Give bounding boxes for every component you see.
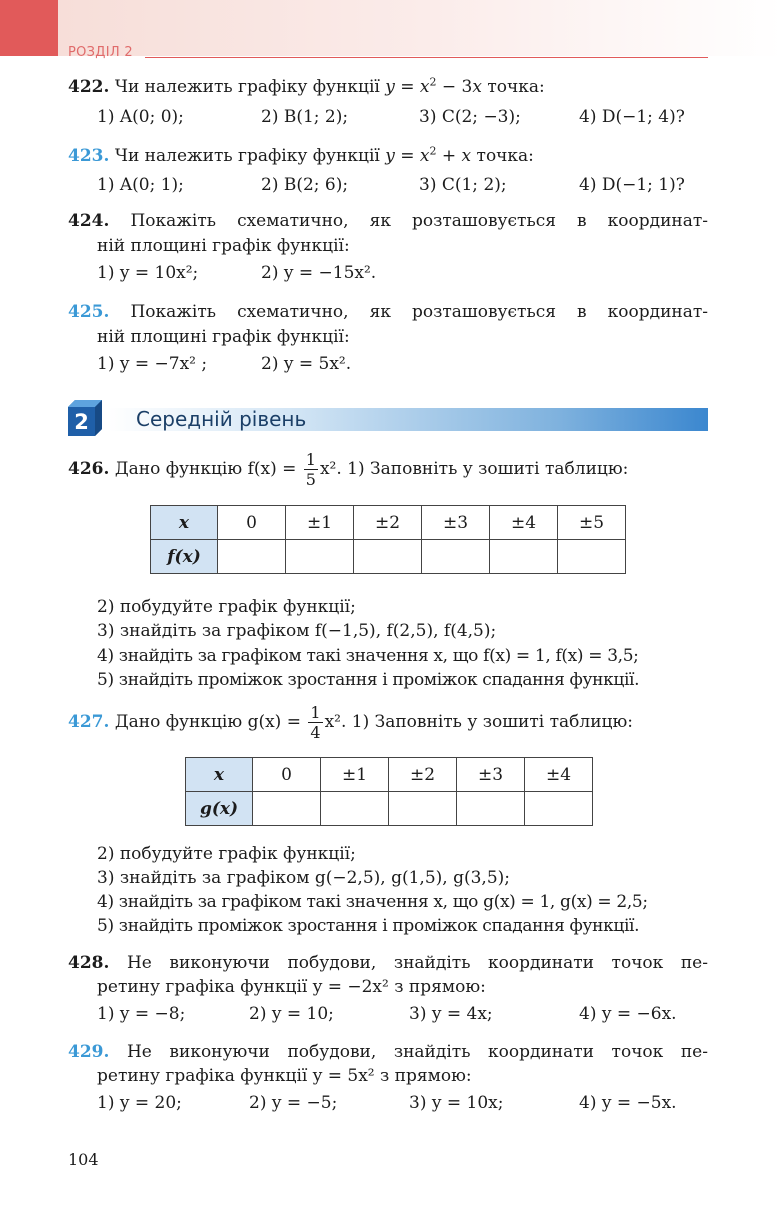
table-cell: ±2 [354,506,422,540]
table-cell: ±4 [490,506,558,540]
option: 4) y = −5x. [579,1093,677,1113]
option: 4) D(−1; 1)? [579,175,685,195]
table-cell [321,792,389,826]
level-number: 2 [74,410,89,434]
problem-text: Не виконуючи побудови, знайдіть координати точок пе- [126,1042,708,1062]
table-cell [525,792,593,826]
level-heading [68,400,708,436]
option: 2) y = −5; [249,1093,338,1113]
option: 2) y = 5x². [261,354,352,374]
option: 2) y = 10; [249,1004,334,1024]
option: 1) y = −8; [97,1004,186,1024]
table-header-cell: g(x) [186,792,253,826]
problem-text: Покажіть схематично, як розташовується в координат- [130,211,709,231]
section-rule [145,57,708,58]
table-cell: ±1 [321,758,389,792]
option: 3) C(2; −3); [419,107,521,127]
option: 1) y = 10x²; [97,263,199,283]
problem-text: Не виконуючи побудови, знайдіть координати точок пе- [126,953,708,973]
table-cell [389,792,457,826]
problem-text: Дано функцію f(x) = [114,459,297,479]
page-number: 104 [68,1150,99,1169]
problem-text: Чи належить графіку функції [114,77,386,97]
option: 4) y = −6x. [579,1004,677,1024]
problem-text: Покажіть схематично, як розташовується в координат- [130,302,709,322]
problem-number: 425. [68,302,110,322]
fraction: $\frac{1}{5}$ [305,450,316,489]
table-cell: ±2 [389,758,457,792]
subtask: 4) знайдіть за графіком такі значення x, що f(x) = 1, f(x) = 3,5; [97,646,639,666]
problem-number: 422. [68,77,110,97]
fraction: $\frac{1}{4}$ [310,703,321,742]
subtask: 2) побудуйте графік функції; [97,844,356,864]
table-cell: ±3 [457,758,525,792]
problem-427-statement [68,697,708,747]
option: 2) y = −15x². [261,263,377,283]
table-cell: ±3 [422,506,490,540]
problem-number: 426. [68,459,110,479]
problem-text-cont: ній площині графік функції: [97,327,350,347]
subtask: 3) знайдіть за графіком g(−2,5), g(1,5), g(3,5); [97,868,510,888]
table-header-cell: x [186,758,253,792]
table-header-cell: f(x) [151,540,218,574]
subtask: 5) знайдіть проміжок зростання і проміжок спадання функції. [97,670,640,690]
values-table [150,505,626,574]
problem-424-statement [68,210,708,232]
table-cell [354,540,422,574]
problem-text: точка: [471,146,534,166]
section-label: РОЗДІЛ 2 [68,45,133,60]
problem-number: 429. [68,1042,110,1062]
table-cell [422,540,490,574]
option: 3) y = 4x; [409,1004,493,1024]
problem-428-statement [68,952,708,974]
problem-422-statement: 422. Чи належить графіку функції $y = x^2 - 3x$ точка: [68,75,545,97]
table-cell: 0 [218,506,286,540]
problem-text: x². 1) Заповніть у зошиті таблицю: [319,459,629,479]
problem-number: 424. [68,211,110,231]
values-table [185,757,593,826]
problem-text: Дано функцію g(x) = [114,712,301,732]
table-cell [253,792,321,826]
problem-425-statement [68,301,708,323]
problem-number: 423. [68,146,110,166]
option: 1) y = −7x² ; [97,354,208,374]
level-badge-icon [68,400,102,436]
subtask: 3) знайдіть за графіком f(−1,5), f(2,5), f(4,5); [97,621,497,641]
option: 2) B(2; 6); [261,175,349,195]
subtask: 5) знайдіть проміжок зростання і проміжок спадання функції. [97,916,640,936]
problem-text: Чи належить графіку функції [114,146,386,166]
subtask: 4) знайдіть за графіком такі значення x, що g(x) = 1, g(x) = 2,5; [97,892,648,912]
problem-text-cont: ретину графіка функції y = 5x² з прямою: [97,1066,472,1086]
problem-text: x². 1) Заповніть у зошиті таблицю: [324,712,633,732]
problem-text: точка: [481,77,545,97]
option: 4) D(−1; 4)? [579,107,685,127]
table-cell [558,540,626,574]
problem-text-cont: ній площині графік функції: [97,236,350,256]
option: 1) A(0; 0); [97,107,184,127]
table-cell: ±1 [286,506,354,540]
problem-number: 427. [68,712,110,732]
table-cell [218,540,286,574]
table-cell: ±4 [525,758,593,792]
option: 1) y = 20; [97,1093,182,1113]
problem-text-cont: ретину графіка функції y = −2x² з прямою: [97,977,486,997]
table-cell [490,540,558,574]
problem-number: 428. [68,953,110,973]
option: 3) C(1; 2); [419,175,507,195]
option: 2) B(1; 2); [261,107,349,127]
chapter-tab [0,0,58,56]
subtask: 2) побудуйте графік функції; [97,597,356,617]
problem-426-statement [68,444,708,494]
table-cell: ±5 [558,506,626,540]
option: 3) y = 10x; [409,1093,504,1113]
option: 1) A(0; 1); [97,175,184,195]
problem-423-statement: 423. Чи належить графіку функції $y = x^2 + x$ точка: [68,144,534,166]
table-header-cell: x [151,506,218,540]
problem-429-statement [68,1041,708,1063]
level-title: Середній рівень [136,407,307,431]
table-cell [457,792,525,826]
table-cell [286,540,354,574]
table-cell: 0 [253,758,321,792]
